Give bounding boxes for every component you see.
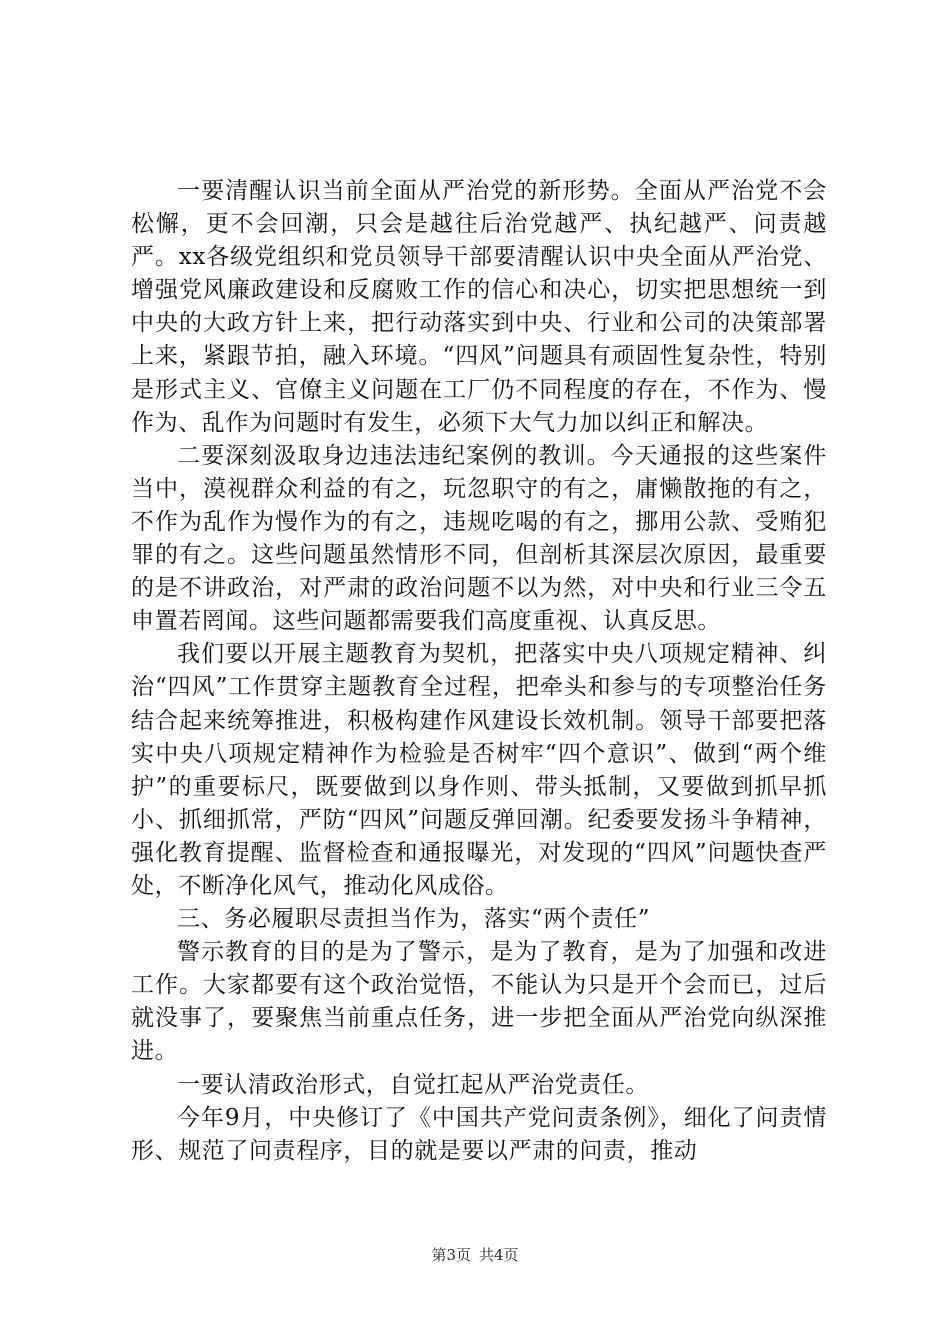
paragraph-2: 二要深刻汲取身边违法违纪案例的教训。今天通报的这些案件当中，漠视群众利益的有之，玩忽职守的有之，庸懒散拖的有之，不作为乱作为慢作为的有之，违规吃喝的有之，挪用公款、受贿犯罪的有之。这些问题虽然情形不同，但剖析其深层次原因，最重要的是不讲政治，对严肃的政治问题不以为然，对中央和行业三令五申置若罔闻。这些问题都需要我们高度重视、认真反思。 bbox=[131, 442, 827, 635]
page-number-total: 共4页 bbox=[479, 1246, 519, 1264]
page-footer bbox=[0, 1244, 950, 1265]
paragraph-1: 一要清醒认识当前全面从严治党的新形势。全面从严治党不会松懈，更不会回潮，只会是越往后治党越严、执纪越严、问责越严。xx各级党组织和党员领导干部要清醒认识中央全面从严治党、增强党风廉政建设和反腐败工作的信心和决心，切实把思想统一到中央的大政方针上来，把行动落实到中央、行业和公司的决策部署上来，紧跟节拍，融入环境。“四风”问题具有顽固性复杂性，特别是形式主义、官僚主义问题在工厂仍不同程度的存在，不作为、慢作为、乱作为问题时有发生，必须下大气力加以纠正和解决。 bbox=[131, 178, 827, 436]
paragraph-6: 今年9月，中央修订了《中国共产党问责条例》，细化了问责情形、规范了问责程序，目的就是要以严肃的问责，推动 bbox=[131, 1104, 827, 1164]
paragraph-5: 一要认清政治形式，自觉扛起从严治党责任。 bbox=[177, 1071, 649, 1098]
page-number-current: 第3页 bbox=[431, 1246, 471, 1264]
paragraph-4: 警示教育的目的是为了警示，是为了教育，是为了加强和改进工作。大家都要有这个政治觉悟，不能认为只是开个会而已，过后就没事了，要聚焦当前重点任务，进一步把全面从严治党向纵深推进。 bbox=[131, 939, 827, 1065]
section-heading: 三、务必履职尽责担当作为，落实“两个责任” bbox=[177, 906, 651, 933]
document-body bbox=[131, 175, 827, 1168]
paragraph-3: 我们要以开展主题教育为契机，把落实中央八项规定精神、纠治“四风”工作贯穿主题教育全过程，把牵头和参与的专项整治任务结合起来统筹推进，积极构建作风建设长效机制。领导干部要把落实中央八项规定精神作为检验是否树牢“四个意识”、做到“两个维护”的重要标尺，既要做到以身作则、带头抵制，又要做到抓早抓小、抓细抓常，严防“四风”问题反弹回潮。纪委要发扬斗争精神，强化教育提醒、监督检查和通报曝光，对发现的“四风”问题快查严处，不断净化风气，推动化风成俗。 bbox=[131, 641, 827, 899]
